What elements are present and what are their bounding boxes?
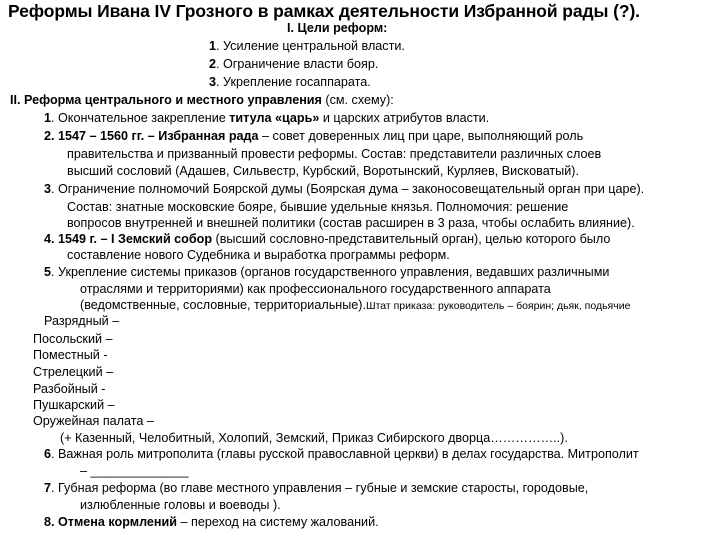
reform-item-6: 6. Важная роль митрополита (главы русской православной церкви) в делах государства. Митрополит bbox=[44, 447, 639, 461]
section2-heading: II. Реформа центрального и местного управления (см. схему): bbox=[10, 93, 394, 107]
staff-note: Штат приказа: руководитель – боярин; дьяк, подьячие bbox=[365, 300, 631, 312]
prikaz-item: Оружейная палата – bbox=[33, 414, 154, 428]
goal-item-2: 2. Ограничение власти бояр. bbox=[209, 57, 379, 71]
reform-item-6-line-2: – ______________ bbox=[80, 464, 189, 478]
goals-heading: I. Цели реформ: bbox=[287, 21, 388, 35]
prikaz-item: Посольский – bbox=[33, 332, 113, 346]
prikaz-item: Пушкарский – bbox=[33, 398, 115, 412]
reform-item-4-line-2: составление нового Судебника и выработка программы реформ. bbox=[67, 248, 450, 262]
reform-item-2: 2. 1547 – 1560 гг. – Избранная рада – совет доверенных лиц при царе, выполняющий роль bbox=[44, 129, 584, 143]
goal-item-3: 3. Укрепление госаппарата. bbox=[209, 75, 371, 89]
reform-item-5-line-2: отраслями и территориями) как профессионального государственного аппарата bbox=[80, 282, 551, 296]
reform-item-3-line-3: вопросов внутренней и внешней политики (состав расширен в 3 раза, чтобы ослабить влияние). bbox=[67, 216, 635, 230]
goal-item-1: 1. Усиление центральной власти. bbox=[209, 39, 405, 53]
reform-item-5-line-3: (ведомственные, сословные, территориальные).Штат приказа: руководитель – боярин; дьяк, подьячие bbox=[80, 298, 631, 312]
page-title: Реформы Ивана IV Грозного в рамках деятельности Избранной рады (?). bbox=[8, 1, 640, 21]
reform-item-5: 5. Укрепление системы приказов (органов государственного управления, ведавших различными bbox=[44, 265, 610, 279]
reform-item-1: 1. Окончательное закрепление титула «царь» и царских атрибутов власти. bbox=[44, 111, 490, 125]
reform-item-7: 7. Губная реформа (во главе местного управления – губные и земские старосты, городовые, bbox=[44, 481, 589, 495]
prikaz-item: Стрелецкий – bbox=[33, 365, 114, 379]
reform-item-7-line-2: излюбленные головы и воеводы ). bbox=[80, 498, 281, 512]
reform-item-4: 4. 1549 г. – I Земский собор (высший сословно-представительный орган), целью которого было bbox=[44, 232, 611, 246]
prikaz-item: Разбойный - bbox=[33, 382, 106, 396]
reform-item-8: 8. Отмена кормлений – переход на систему жалований. bbox=[44, 515, 379, 529]
prikazy-extra: (+ Казенный, Челобитный, Холопий, Земский, Приказ Сибирского дворца……………..). bbox=[60, 431, 568, 445]
reform-item-2-line-2: правительства и призванный провести реформы. Состав: представители различных слоев bbox=[67, 147, 602, 161]
prikaz-item: Разрядный – bbox=[44, 314, 120, 328]
reform-item-2-line-3: высший сословий (Адашев, Сильвестр, Курбский, Воротынский, Курляев, Висковатый). bbox=[67, 164, 579, 178]
prikaz-item: Поместный - bbox=[33, 348, 108, 362]
reform-item-3: 3. Ограничение полномочий Боярской думы (Боярская дума – законосовещательный орган при царе). bbox=[44, 182, 645, 196]
reform-item-3-line-2: Состав: знатные московские бояре, бывшие удельные князья. Полномочия: решение bbox=[67, 200, 569, 214]
